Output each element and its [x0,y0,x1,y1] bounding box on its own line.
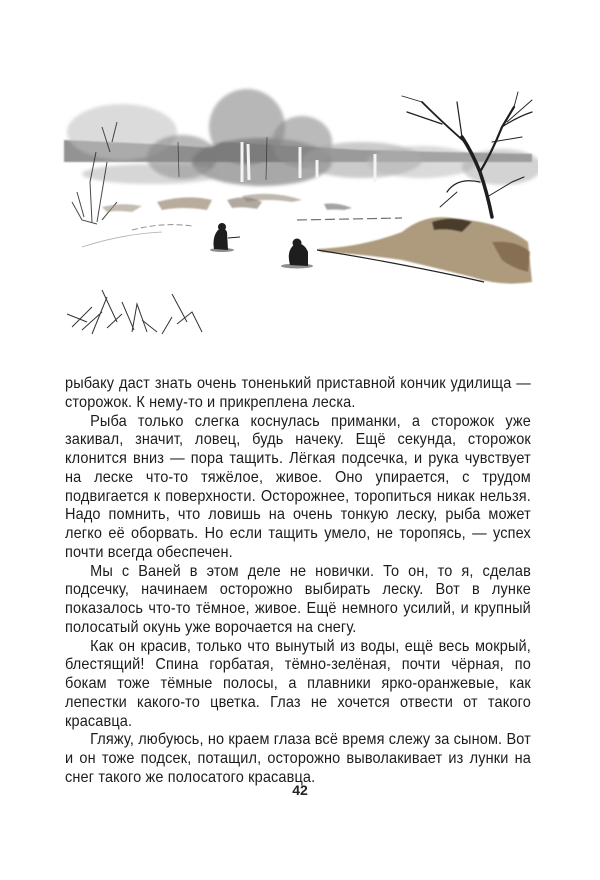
paragraph: Рыба только слегка коснулась приманки, а сторожок уже закивал, значит, ловец, будь начеку. Ещё секунда, сторожок клонится вниз — пора тащить. Лёгкая подсечка, и рука чувствует на леске что-то тяжёлое, живое. Оно упирается, с трудом подвигается к поверхности. Осторожнее, торопиться никак нельзя. Надо помнить, что ловишь на очень тонкую леску, рыба может легко её оборвать. Но если тащить умело, не торопясь, — успех почти всегда обеспечен. [65,412,531,561]
body-text [65,375,531,788]
paragraph: Гляжу, любуюсь, но краем глаза всё время слежу за сыном. Вот и он тоже подсек, потащил, осторожно выволакивает из лунки на снег такого же полосатого красавца. [65,731,531,786]
paragraph: Мы с Ваней в этом деле не новички. То он, то я, сделав подсечку, начинаем осторожно выбирать леску. Вот в лунке показалось что-то тёмное, живое. Ещё немного усилий, и крупный полосатый окунь уже ворочается на снегу. [65,562,531,636]
winter-fishing-illustration [62,82,538,350]
page-number: 42 [292,782,308,798]
paragraph: Как он красив, только что вынутый из воды, ещё весь мокрый, блестящий! Спина горбатая, тёмно-зелёная, почти чёрная, по бокам тоже тёмные полосы, а плавники ярко-оранжевые, как лепестки какого-то цветка. Глаз не хочется отвести от такого красавца. [65,637,531,730]
paragraph: рыбаку даст знать очень тоненький приставной кончик удилища — сторожок. К нему-то и прикреплена леска. [65,375,531,411]
